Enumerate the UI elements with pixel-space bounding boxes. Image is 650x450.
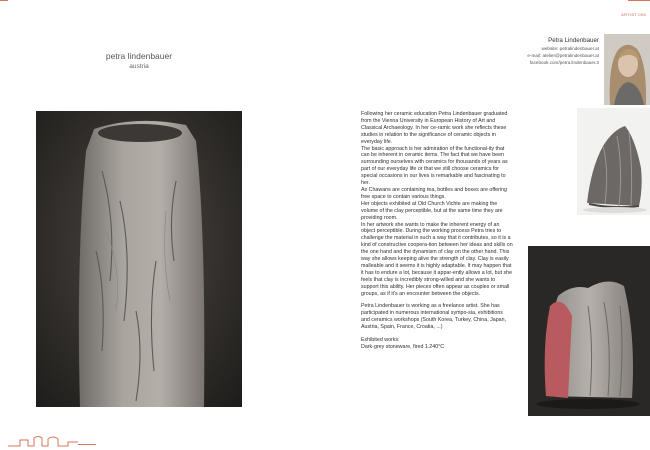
main-artwork-photo <box>36 111 242 407</box>
contact-website[interactable]: website: petralindenbauer.at <box>541 46 599 51</box>
bio-paragraph-3: As Chawans are containing tea, bottles and boxes are offering free space to contain various things. <box>361 186 507 200</box>
artist-portrait-photo <box>604 34 650 105</box>
bio-freelance: Petra Lindenbauer is working as a freelance artist. She has participated in numerous international sympo-sia, exhibitions and ceramics workshops (South Korea, Turkey, China, Japan, Austria, Spain, France, Croatia, ...) <box>361 303 507 331</box>
accent-line-top-right <box>628 0 650 1</box>
footer-accent-line <box>78 444 96 445</box>
exhibited-works-value: Dark-grey stoneware, fired 1.240°C <box>361 344 445 350</box>
artist-contact-block <box>527 36 599 66</box>
artwork-photo-light <box>577 108 650 215</box>
bio-paragraph-1: Following her ceramic education Petra Lindenbauer graduated from the Vienna University in European History of Art and Classical Archaeology. In her ce-ramic work she reflects these studies in relation to the significance of ceramic objects in everyday life. <box>361 111 508 145</box>
artwork-photo-dark <box>528 246 650 416</box>
contact-email[interactable]: e-mail: atelier@petralindenbauer.at <box>527 53 599 58</box>
bio-paragraph-4: Her objects exhibited at Old Church Vichte are making the volume of the clay perceptible, but at the same time they are providing room. <box>361 200 503 221</box>
artist-country: austria <box>129 63 149 70</box>
contact-name: Petra Lindenbauer <box>548 37 599 44</box>
exhibited-works-label: Exhibited works: <box>361 337 400 344</box>
accent-line-top-left <box>0 0 8 1</box>
page-tag: ARTIST 006 <box>621 12 646 17</box>
footer-logo-icon <box>8 435 78 447</box>
bio-paragraph-5: In her artwork she wants to make the inherent energy of an object perceptible. During the working process Petra tries to challenge the material in such a way that it contributes, so it is a kind of constructive coopera-tion between her ideas and skills on the one hand and the dynamism of clay on the other hand. This way she allows keeping alive the strength of clay. Clay is easily malleable and it seems it is highly adaptable. It may happen that it has to endure a lot, because it appar-ently allows a lot, but she feels that clay is incredibly strong-willed and she wants to support this ability. Her pieces often appear as couples or small groups, as if it's an encounter between the objects. <box>361 221 513 297</box>
bio-paragraph-2: The basic approach is her admiration of the functional-ity that can be inherent in ceramic items. The fact that we have been surrounding ourselves with ceramics for thousands of years as part of our everyday life or that we still choose ceramics for special occasions in our lives is remarkable and fascinating to her. <box>361 145 508 187</box>
artist-name-heading: petra lindenbauer <box>105 51 173 61</box>
contact-facebook[interactable]: facebook.com/petra.lindenbauer.3 <box>529 60 599 65</box>
artist-biography <box>361 111 513 351</box>
